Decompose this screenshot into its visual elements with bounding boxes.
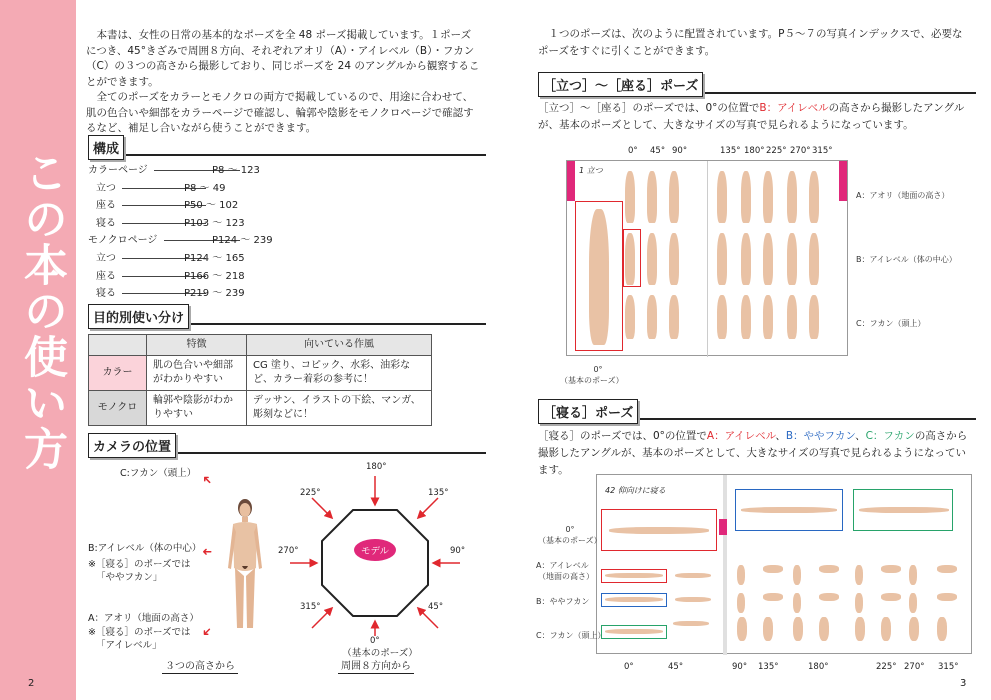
- lying-figure-small: [675, 597, 711, 602]
- octagon-diagram: [278, 458, 466, 638]
- section-heading-composition: 構成: [88, 135, 124, 160]
- table-cell-style: デッサン、イラストの下絵、マンガ、彫刻などに！: [247, 391, 432, 426]
- pose-thumbnail: [787, 171, 797, 223]
- lying-figure-small: [605, 597, 663, 602]
- pose-thumbnail: [647, 295, 657, 339]
- pose-thumbnail: [647, 233, 657, 285]
- arrow-c-icon: ➜: [198, 471, 216, 489]
- lying-thumbnail: [881, 565, 901, 573]
- lying-thumbnail: [909, 565, 917, 585]
- table-row: [89, 356, 432, 391]
- standing-highlight: B：アイレベル: [759, 102, 829, 114]
- angle-0: 0°: [370, 636, 380, 646]
- index-label: 座る: [96, 200, 116, 212]
- lying-thumbnail: [855, 593, 863, 613]
- lying-thumbnail: [819, 617, 829, 641]
- angle-45: 45°: [428, 602, 444, 612]
- pose-thumbnail: [763, 171, 773, 223]
- pose-thumbnail: [741, 233, 751, 285]
- angle-label: 45°: [668, 662, 684, 672]
- lying-b: B：ややフカン: [785, 430, 856, 442]
- model-figure-image: [222, 498, 268, 634]
- angle-315: 315°: [300, 602, 321, 612]
- spread2-zero: 0°: [565, 525, 575, 534]
- lying-text-2: の高さから撮影したアングルが、基本のポーズとして、大きなサイズの写真で見られるようになっています。: [538, 430, 968, 476]
- spread1-basic: （基本のポーズ）: [560, 376, 624, 385]
- table-cell-feature: 輪郭や陰影がわかりやすい: [147, 391, 247, 426]
- index-pages: P8 ～ 123: [212, 165, 260, 176]
- pose-thumbnail: [787, 233, 797, 285]
- standing-description: [538, 100, 973, 134]
- page-number-left: 2: [28, 678, 35, 689]
- lying-figure-small: [605, 573, 663, 578]
- lying-thumbnail: [763, 617, 773, 641]
- angle-180: 180°: [366, 462, 387, 472]
- spread2-side-a2: （地面の高さ）: [538, 572, 594, 581]
- lying-sep-1: 、: [775, 430, 786, 442]
- spread1-side-c: C：フカン（頭上）: [856, 319, 926, 328]
- index-label: 座る: [96, 270, 116, 282]
- lying-thumbnail: [909, 617, 919, 641]
- table-row: [89, 391, 432, 426]
- pose-thumbnail: [809, 171, 819, 223]
- index-row: [88, 250, 388, 268]
- spread-gutter: [707, 161, 708, 357]
- lying-text-1: ［寝る］のポーズでは、0°の位置で: [538, 430, 707, 442]
- spread2-side-b: B：ややフカン: [536, 597, 590, 606]
- lying-thumbnail: [819, 593, 839, 601]
- index-pages: P50 ～ 102: [184, 200, 239, 212]
- index-row: [88, 162, 388, 180]
- spread2-side-c: C：フカン（頭上）: [536, 631, 606, 640]
- index-row: [88, 180, 388, 198]
- lying-sep-2: 、: [855, 430, 866, 442]
- page-index-list: [88, 162, 388, 303]
- index-row: [88, 197, 388, 215]
- pose-thumbnail: [647, 171, 657, 223]
- lying-thumbnail: [763, 593, 783, 601]
- tab-marker: [719, 519, 727, 535]
- table-cell-feature: 肌の色合いや細部がわかりやすい: [147, 356, 247, 391]
- lying-spread-image: [596, 474, 972, 654]
- index-pages: P166 ～ 218: [184, 270, 245, 282]
- pose-thumbnail: [741, 171, 751, 223]
- index-label: 寝る: [96, 288, 116, 300]
- pose-thumbnail: [625, 233, 635, 285]
- index-label: カラーページ: [88, 165, 148, 176]
- camera-b-label: B:アイレベル（体の中心）: [88, 543, 202, 554]
- camera-b-note: ※［寝る］のポーズでは: [88, 559, 191, 570]
- angle-label: 270°: [904, 662, 925, 672]
- lying-thumbnail: [793, 565, 801, 585]
- angle-270: 270°: [278, 546, 299, 556]
- angle-90: 90°: [450, 546, 466, 556]
- spread2-heading: 42 仰向けに寝る: [605, 486, 666, 495]
- table-header-style: 向いている作風: [247, 335, 432, 356]
- spread2-side-a1: A：アイレベル: [536, 561, 589, 570]
- spread1-side-b: B：アイレベル（体の中心）: [856, 255, 957, 264]
- section-rule: [88, 154, 486, 156]
- index-label: 寝る: [96, 217, 116, 229]
- angle-label: 270°: [790, 146, 811, 156]
- lying-thumbnail: [881, 593, 901, 601]
- angle-label: 135°: [720, 146, 741, 156]
- angle-225: 225°: [300, 488, 321, 498]
- camera-a-note2: 「アイレベル」: [96, 640, 162, 651]
- index-label: 立つ: [96, 252, 116, 264]
- lying-thumbnail: [737, 565, 745, 585]
- lying-figure-small: [673, 621, 709, 626]
- section-heading-purpose: 目的別使い分け: [88, 304, 189, 329]
- pose-thumbnail: [763, 295, 773, 339]
- angle-label: 315°: [812, 146, 833, 156]
- angle-label: 90°: [672, 146, 688, 156]
- index-row: [88, 215, 388, 233]
- lying-thumbnail: [937, 617, 947, 641]
- lying-thumbnail: [855, 565, 863, 585]
- index-pages: P8 ～ 49: [184, 182, 226, 194]
- right-page: [496, 0, 991, 700]
- lying-thumbnail: [881, 617, 891, 641]
- table-cell-type: カラー: [89, 356, 147, 391]
- camera-a-note: ※［寝る］のポーズでは: [88, 627, 191, 638]
- lying-thumbnail: [763, 565, 783, 573]
- lying-figure-small: [675, 573, 711, 578]
- pose-thumbnail: [669, 295, 679, 339]
- pose-thumbnail: [763, 233, 773, 285]
- lying-figure-small: [605, 629, 663, 634]
- camera-c-label: C:フカン（頭上）: [120, 468, 197, 479]
- standing-spread-image: [566, 160, 848, 356]
- caption-eight-directions: 周囲８方向から: [338, 656, 414, 674]
- table-cell-type: モノクロ: [89, 391, 147, 426]
- lying-figure-large: [609, 527, 709, 534]
- pose-thumbnail: [717, 295, 727, 339]
- table-header-feature: 特徴: [147, 335, 247, 356]
- pose-thumbnail: [669, 233, 679, 285]
- intro-paragraph-2: 全てのポーズをカラーとモノクロの両方で掲載しているので、用途に合わせて、肌の色合いや細部をカラーページで確認し、輪郭や陰影をモノクロページで確認するなど、補足し合いながら使うことができます。: [86, 91, 474, 134]
- spread-gutter: [723, 475, 727, 655]
- pose-thumbnail: [717, 233, 727, 285]
- intro-text: [86, 28, 481, 137]
- pose-thumbnail: [741, 295, 751, 339]
- spread1-side-a: A：アオリ（地面の高さ）: [856, 191, 950, 200]
- index-pages: P103 ～ 123: [184, 217, 245, 229]
- index-label: 立つ: [96, 182, 116, 194]
- pose-thumbnail: [787, 295, 797, 339]
- model-label: モデル: [360, 546, 390, 557]
- pose-thumbnail: [625, 295, 635, 339]
- angle-label: 0°: [628, 146, 638, 156]
- angle-label: 180°: [808, 662, 829, 672]
- arrow-b-icon: ➜: [202, 545, 213, 559]
- angle-label: 0°: [624, 662, 634, 672]
- standing-text-2: の高さから撮影したアングルが、基本のポーズとして、大きなサイズの写真で見られるようになっています。: [538, 102, 965, 131]
- standing-text-1: ［立つ］～［座る］のポーズでは、0°の位置で: [538, 102, 760, 114]
- angle-label: 45°: [650, 146, 666, 156]
- angle-label: 135°: [758, 662, 779, 672]
- tab-marker-left: [567, 161, 575, 201]
- index-pages: P124 ～ 165: [184, 252, 245, 264]
- vertical-title: この本の使い方: [16, 150, 67, 472]
- index-row: [88, 285, 388, 303]
- basic-pose-label: （基本のポーズ）: [342, 648, 418, 659]
- lying-thumbnail: [855, 617, 865, 641]
- page-number-right: 3: [960, 678, 967, 689]
- lying-figure: [859, 507, 949, 513]
- spread2-basic: （基本のポーズ）: [538, 536, 602, 545]
- lying-c: C：フカン: [865, 430, 915, 442]
- angle-label: 180°: [744, 146, 765, 156]
- index-pages: P124 ～ 239: [212, 235, 273, 247]
- lying-thumbnail: [737, 593, 745, 613]
- spread1-zero: 0°: [593, 365, 603, 374]
- lying-thumbnail: [937, 565, 957, 573]
- arrow-a-icon: ➜: [198, 623, 216, 641]
- lying-thumbnail: [819, 565, 839, 573]
- lying-thumbnail: [793, 617, 803, 641]
- angle-label: 315°: [938, 662, 959, 672]
- section-heading-camera: カメラの位置: [88, 433, 176, 458]
- camera-b-note2: 「ややフカン」: [96, 572, 163, 583]
- index-label: モノクロページ: [88, 235, 158, 247]
- angle-label: 90°: [732, 662, 748, 672]
- spread1-heading: 1 立つ: [579, 166, 603, 175]
- lying-thumbnail: [793, 593, 801, 613]
- right-intro: １つのポーズは、次のように配置されています。P５～７の写真インデックスで、必要なポーズをすぐに引くことができます。: [538, 28, 963, 57]
- lying-a: A：アイレベル: [706, 430, 776, 442]
- pose-thumbnail: [809, 233, 819, 285]
- angle-label: 225°: [876, 662, 897, 672]
- index-row: [88, 268, 388, 286]
- caption-three-heights: ３つの高さから: [162, 656, 238, 674]
- camera-a-label: A：アオリ（地面の高さ）: [88, 613, 199, 624]
- lying-thumbnail: [909, 593, 917, 613]
- pose-thumbnail: [809, 295, 819, 339]
- intro-paragraph-1: 本書は、女性の日常の基本的なポーズを全 48 ポーズ掲載しています。１ポーズにつき、45°きざみで周囲８方向、それぞれアオリ（A）・アイレベル（B）・フカン（C）の３つの高さから撮影しており、同じポーズを 24 のアングルから観察することができます。: [86, 29, 480, 88]
- basic-pose-figure: [589, 209, 609, 345]
- purpose-table: [88, 334, 432, 426]
- table-cell-style: CG 塗り、コピック、水彩、油彩など、カラー着彩の参考に！: [247, 356, 432, 391]
- section-heading-standing: ［立つ］～［座る］ポーズ: [538, 72, 703, 97]
- angle-135: 135°: [428, 488, 449, 498]
- lying-figure: [741, 507, 837, 513]
- pose-thumbnail: [625, 171, 635, 223]
- index-pages: P219 ～ 239: [184, 288, 245, 300]
- pose-thumbnail: [669, 171, 679, 223]
- tab-marker-right: [839, 161, 847, 201]
- index-row: [88, 232, 388, 250]
- section-heading-lying: ［寝る］ポーズ: [538, 399, 638, 424]
- angle-label: 225°: [766, 146, 787, 156]
- table-header-row: [89, 335, 432, 356]
- pose-thumbnail: [717, 171, 727, 223]
- lying-description: [538, 428, 973, 479]
- table-header-blank: [89, 335, 147, 356]
- lying-thumbnail: [937, 593, 957, 601]
- lying-thumbnail: [737, 617, 747, 641]
